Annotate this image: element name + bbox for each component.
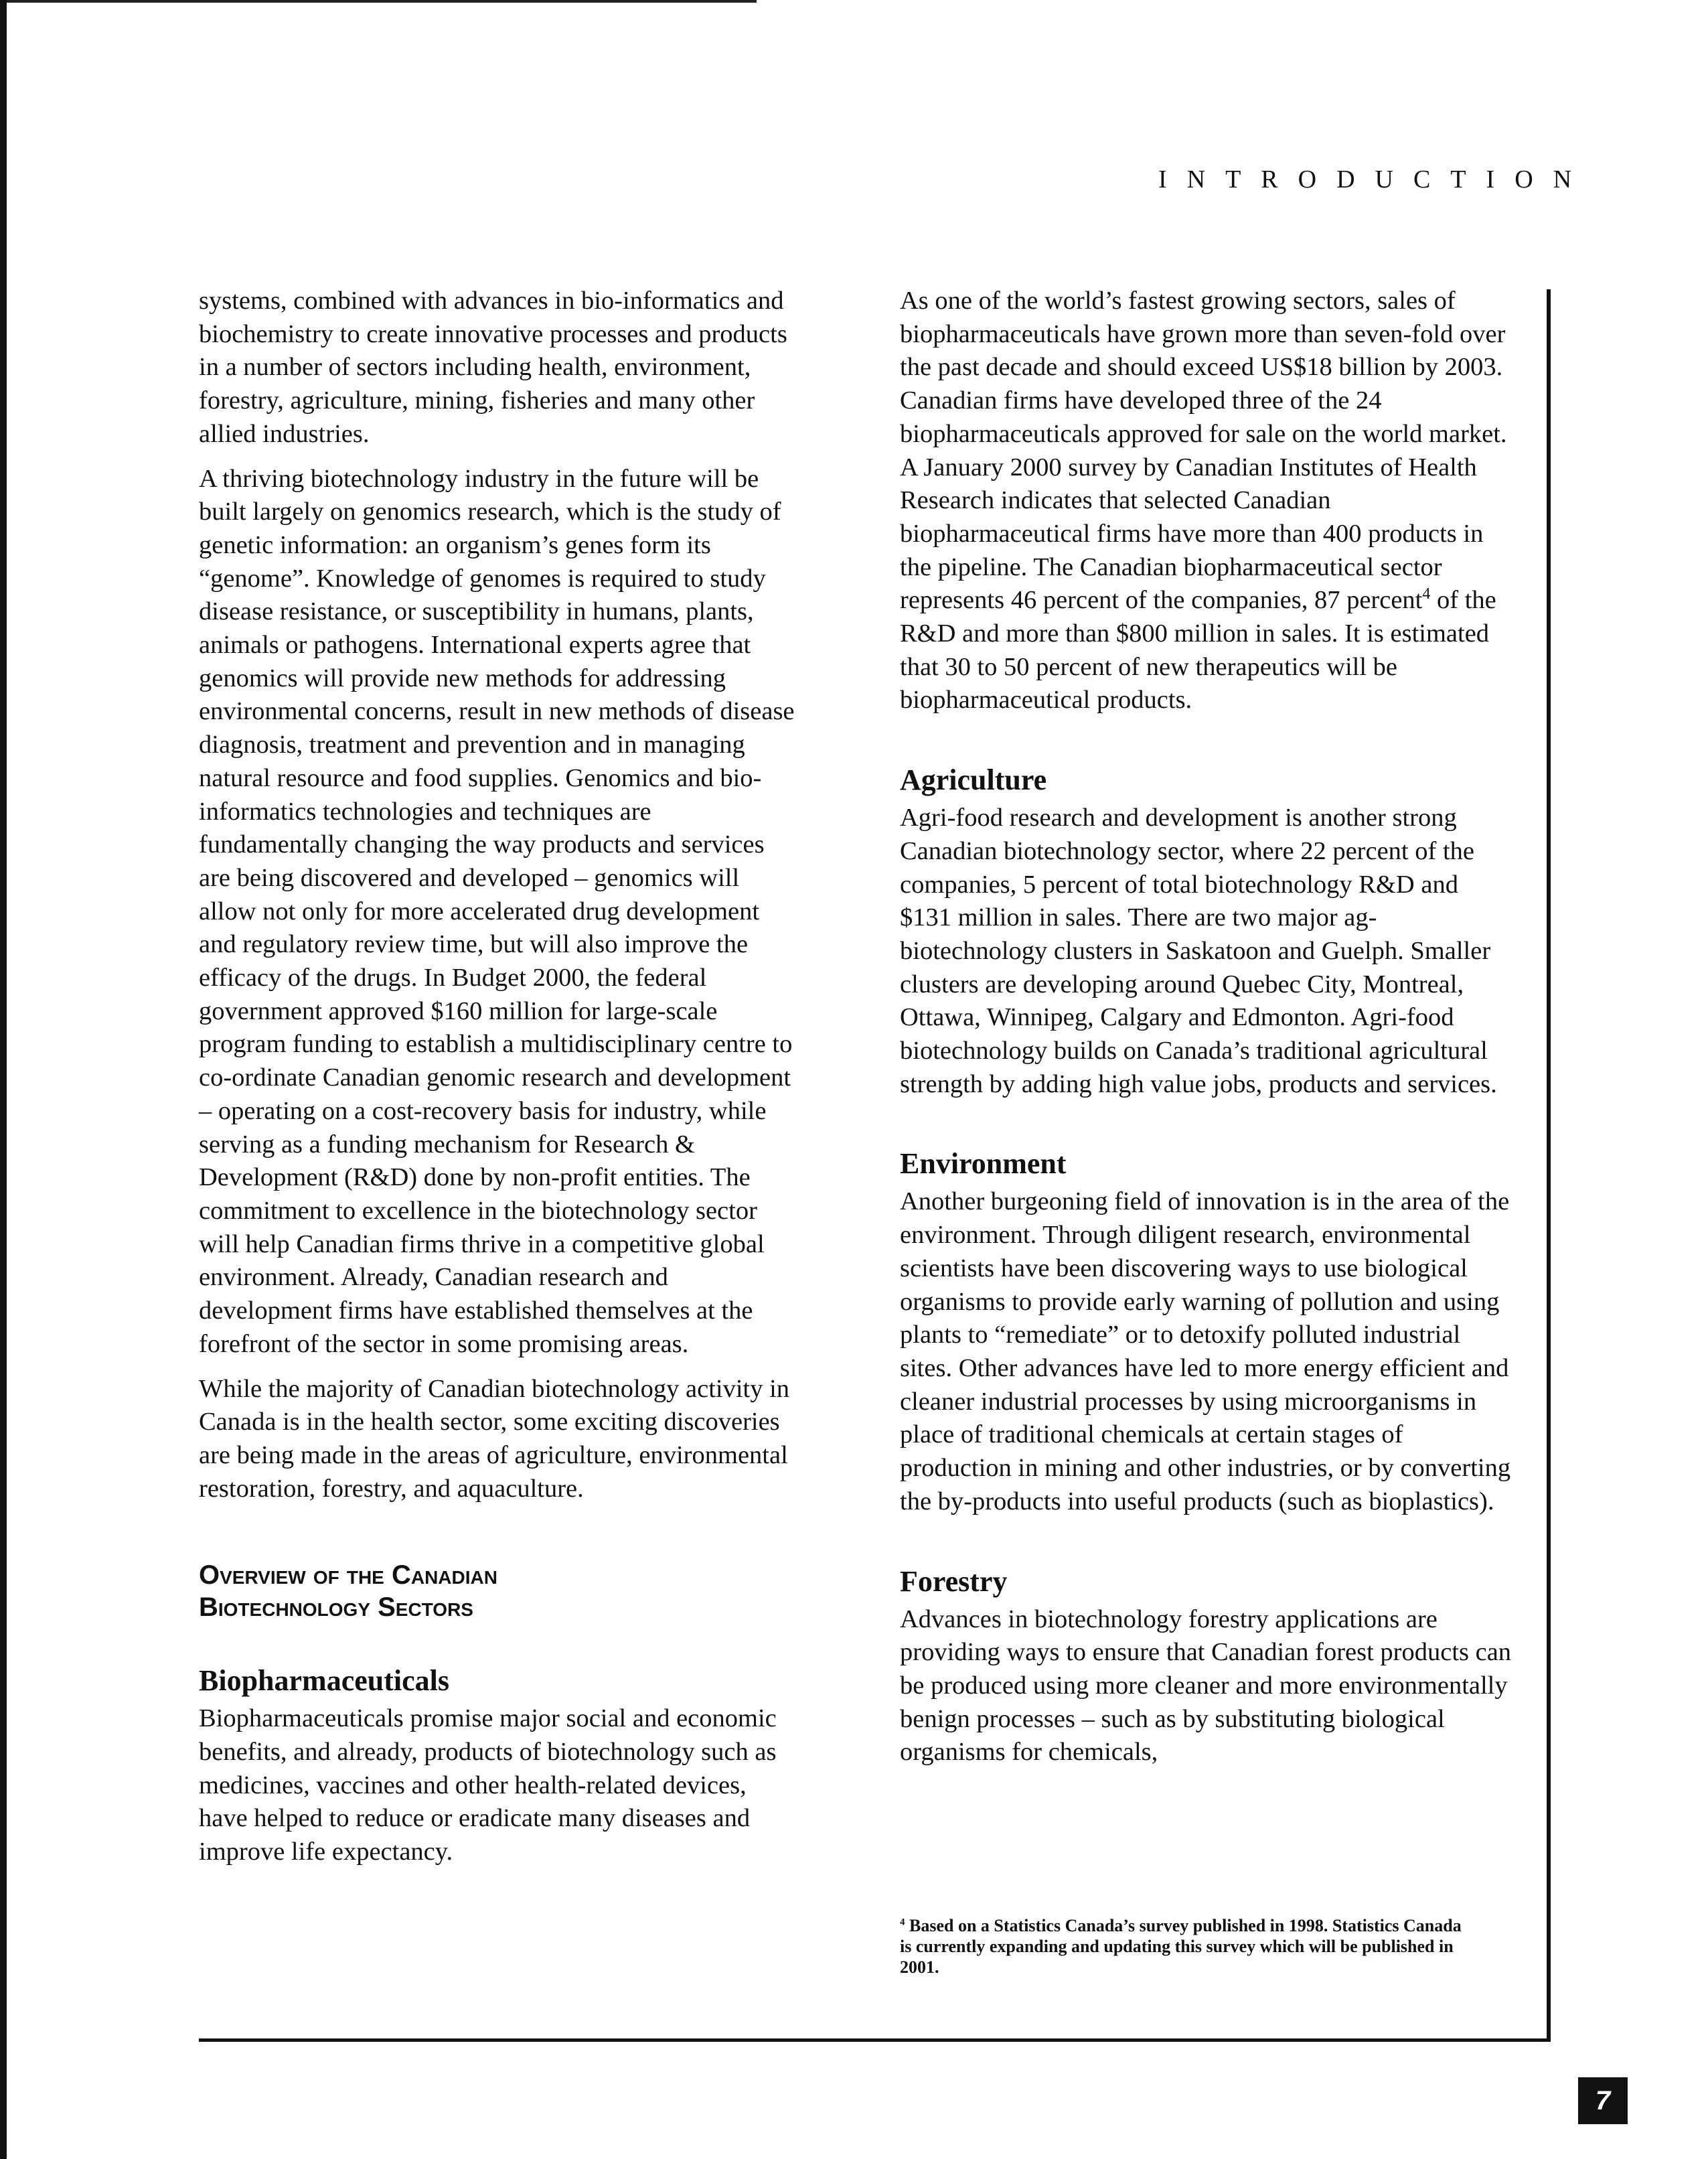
- paragraph-genomics: A thriving biotechnology industry in the future will be built largely on genomics research, which is the study of genetic information: an organism’s genes form its “genome”. Knowledge of genomes is required to study disease resistance, or susceptibility in humans, plants, animals or pathogens. International experts agree that genomics will provide new methods for addressing environmental concerns, result in new methods of disease diagnosis, treatment and prevention and in managing natural resource and food supplies. Genomics and bio-informatics technologies and techniques are fundamentally changing the way products and services are being discovered and developed – genomics will allow not only for more accelerated drug development and regulatory review time, but will also improve the efficacy of the drugs. In Budget 2000, the federal government approved $160 million for large-scale program funding to establish a multidisciplinary centre to co-ordinate Canadian genomic research and development – operating on a cost-recovery basis for industry, while serving as a funding mechanism for Research & Development (R&D) done by non-profit entities. The commitment to excellence in the biotechnology sector will help Canadian firms thrive in a competitive global environment. Already, Canadian research and development firms have established themselves at the forefront of the sector in some promising areas.: [199, 464, 795, 1358]
- footnote-text: Based on a Statistics Canada’s survey published in 1998. Statistics Canada is currently expanding and updating this survey which will be published in 2001.: [900, 1916, 1462, 1977]
- heading-forestry: Forestry: [900, 1564, 1008, 1598]
- heading-agriculture: Agriculture: [900, 763, 1047, 797]
- paragraph-systems: systems, combined with advances in bio-informatics and biochemistry to create innovative processes and products in a number of sectors including health, environment, forestry, agriculture, mining, fisheries and many other allied industries.: [199, 287, 787, 448]
- paragraph-biopharmaceuticals: Biopharmaceuticals promise major social and economic benefits, and already, products of biotechnology such as medicines, vaccines and other health-related devices, have helped to reduce or eradicate many diseases and improve life expectancy.: [199, 1704, 777, 1866]
- biopharma-sales-text-a: As one of the world’s fastest growing sectors, sales of biopharmaceuticals have grown more than seven-fold over the past decade and should exceed US$18 billion by 2003. Canadian firms have developed three of the 24 biopharmaceuticals approved for sale on the world market. A January 2000 survey by Canadian Institutes of Health Research indicates that selected Canadian biopharmaceutical firms have more than 400 products in the pipeline. The Canadian biopharmaceutical sector represents 46 percent of the companies, 87 percent: [900, 287, 1507, 615]
- paragraph-biopharma-sales: [900, 285, 1516, 717]
- footnote-reference: 4: [1422, 585, 1431, 603]
- right-column: [900, 285, 1516, 1769]
- footnote-marker: 4: [900, 1917, 905, 1928]
- paragraph-health-sector: While the majority of Canadian biotechnology activity in Canada is in the health sector, some exciting discoveries are being made in the areas of agriculture, environmental restoration, forestry, and aquaculture.: [199, 1374, 790, 1503]
- paragraph-forestry: Advances in biotechnology forestry applications are providing ways to ensure that Canadian forest products can be produced using more cleaner and more environmentally benign processes – such as by substituting biological organisms for chemicals,: [900, 1605, 1512, 1767]
- running-header: INTRODUCTION: [1158, 165, 1592, 194]
- paragraph-agriculture: Agri-food research and development is another strong Canadian biotechnology sector, where 22 percent of the companies, 5 percent of total biotechnology R&D and $131 million in sales. There are two major ag-biotechnology clusters in Saskatoon and Guelph. Smaller clusters are developing around Quebec City, Montreal, Ottawa, Winnipeg, Calgary and Edmonton. Agri-food biotechnology builds on Canada’s traditional agricultural strength by adding high value jobs, products and services.: [900, 804, 1497, 1098]
- biopharma-sales-text-b: of the R&D and more than $800 million in sales. It is estimated that 30 to 50 percent of new therapeutics will be biopharmaceutical products.: [900, 586, 1496, 715]
- left-column: [199, 285, 801, 1869]
- section-title: [199, 1559, 801, 1623]
- heading-biopharmaceuticals: Biopharmaceuticals: [199, 1664, 449, 1698]
- vertical-rule: [1547, 289, 1551, 2042]
- scan-edge-top: [7, 0, 757, 3]
- section-title-line-1: Overview of the Canadian: [199, 1560, 497, 1590]
- page-number: 7: [1578, 2077, 1628, 2124]
- footnote: [900, 1915, 1476, 1978]
- heading-environment: Environment: [900, 1147, 1067, 1181]
- section-title-line-2: Biotechnology Sectors: [199, 1592, 473, 1623]
- paragraph-environment: Another burgeoning field of innovation is in the area of the environment. Through diligent research, environmental scientists have been discovering ways to use biological organisms to provide early warning of pollution and using plants to “remediate” or to detoxify polluted industrial sites. Other advances have led to more energy efficient and cleaner industrial processes by using microorganisms in place of traditional chemicals at certain stages of production in mining and other industries, or by converting the by-products into useful products (such as bioplastics).: [900, 1187, 1511, 1515]
- bottom-rule: [199, 2038, 1551, 2042]
- scan-edge: [0, 0, 7, 2159]
